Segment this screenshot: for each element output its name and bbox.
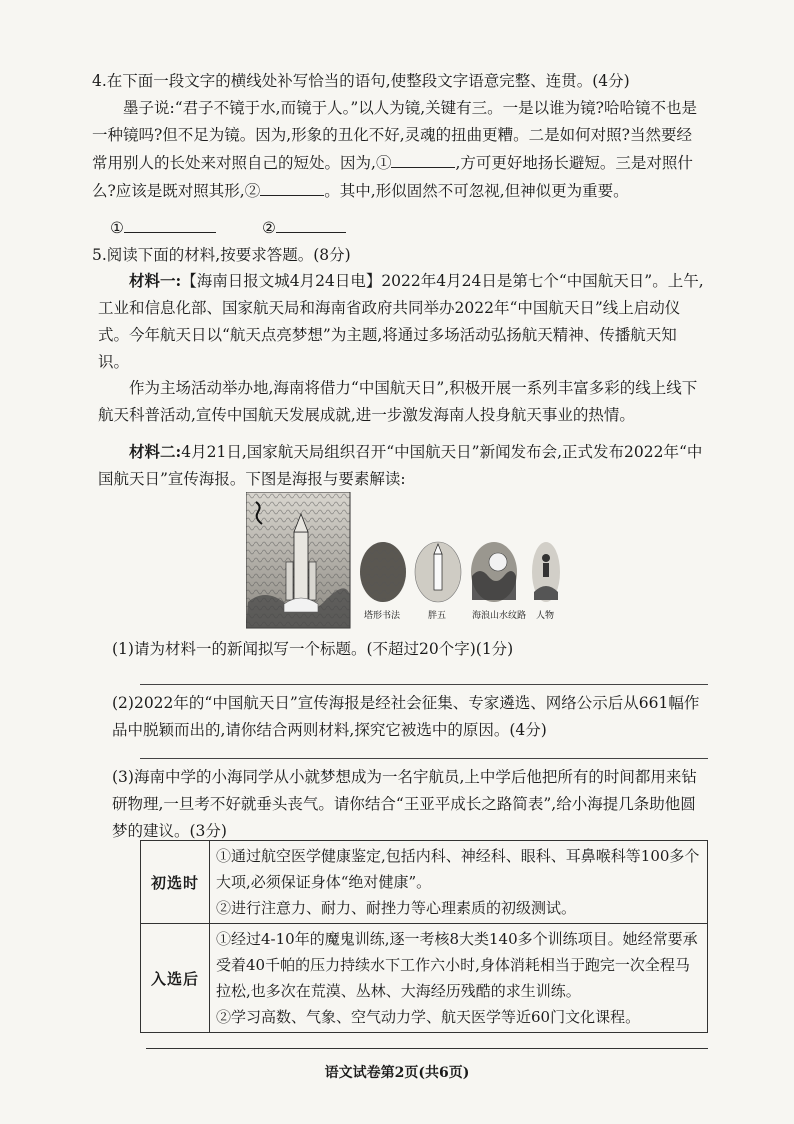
q4-answer-2-marker: ② xyxy=(262,219,276,237)
caption-rocket: 胖五 xyxy=(428,611,447,621)
page-footer: 语文试卷第2页(共6页) xyxy=(324,1065,470,1081)
q5-material-1-p2: 作为主场活动举办地,海南将借力“中国航天日”,积极开展一系列丰富多彩的线上线下航天科普活动,宣传中国航天发展成就,进一步激发海南人投身航天事业的热情。 xyxy=(98,379,698,424)
sub-question-1: (1)请为材料一的新闻拟写一个标题。(不超过20个字)(1分) xyxy=(112,640,514,658)
material-2-text: 4月21日,国家航天局组织召开“中国航天日”新闻发布会,正式发布2022年“中国航天日”宣传海报。下图是海报与要素解读: xyxy=(98,443,703,488)
q4-answer-1[interactable] xyxy=(110,214,216,237)
row-content-preliminary xyxy=(210,841,708,924)
caption-figure: 人物 xyxy=(536,611,555,621)
material-1-label: 材料一: xyxy=(129,271,182,290)
wang-yaping-growth-table xyxy=(140,840,708,1033)
poster-figure xyxy=(246,492,562,630)
table-row xyxy=(141,924,708,1033)
q4-marker-1: ① xyxy=(375,154,392,172)
row-content-selected xyxy=(210,924,708,1033)
q4-answer-2[interactable] xyxy=(262,214,346,237)
q4-passage-c: 。其中,形似固然不可忽视,但神似更为重要。 xyxy=(324,182,629,200)
q4-blank-1 xyxy=(391,149,455,168)
q4-marker-2: ② xyxy=(244,182,261,200)
answer-line-3[interactable] xyxy=(146,1048,708,1049)
selected-item-2: ②学习高数、气象、空气动力学、航天医学等近60门文化课程。 xyxy=(216,1008,641,1026)
q5-material-1 xyxy=(98,267,706,376)
table-row xyxy=(141,841,708,924)
q4-answer-1-line xyxy=(124,214,216,233)
q4-passage-b: ,方可更好地扬长避短。三是对照什么?应该是既对照其形, xyxy=(92,154,693,200)
caption-tower-calligraphy: 塔形书法 xyxy=(364,611,401,621)
sub-question-3: (3)海南中学的小海同学从小就梦想成为一名宇航员,上中学后他把所有的时间都用来钻研物理,一旦考不好就垂头丧气。请你结合“王亚平成长之路简表”,给小海提几条助他圆梦的建议。(3分) xyxy=(112,768,697,840)
sub-question-2: (2)2022年的“中国航天日”宣传海报是经社会征集、专家遴选、网络公示后从661幅作品中脱颖而出的,请你结合两则材料,探究它被选中的原因。(4分) xyxy=(112,694,700,739)
material-2-label: 材料二: xyxy=(129,442,182,461)
q4-answer-1-marker: ① xyxy=(110,219,124,237)
q4-blank-2 xyxy=(260,177,324,196)
q4-stem: 4.在下面一段文字的横线处补写恰当的语句,使整段文字语意完整、连贯。(4分) xyxy=(92,72,630,90)
caption-wave-pattern: 海浪山水纹路 xyxy=(472,611,527,621)
selected-item-1: ①经过4-10年的魔鬼训练,逐一考核8大类140多个训练项目。她经常要承受着40千帕的压力持续水下工作六小时,身体消耗相当于跑完一次全程马拉松,也多次在荒漠、丛林、大海经历残酷的求生训练。 xyxy=(216,930,698,1000)
answer-line-2[interactable] xyxy=(140,758,708,759)
q4-answer-2-line xyxy=(276,214,346,233)
preliminary-item-2: ②进行注意力、耐力、耐挫力等心理素质的初级测试。 xyxy=(216,899,577,917)
row-head-selected: 入选后 xyxy=(141,924,210,1033)
q4-passage-a: 墨子说:“君子不镜于水,而镜于人。”以人为镜,关键有三。一是以谁为镜?哈哈镜不也是一种镜吗?但不足为镜。因为,形象的丑化不好,灵魂的扭曲更糟。二是如何对照?当然要经常用别人的长处来对照自己的短处。因为, xyxy=(92,99,697,172)
q5-stem: 5.阅读下面的材料,按要求答题。(8分) xyxy=(92,246,351,264)
q5-material-2 xyxy=(98,438,706,493)
q4-passage xyxy=(92,95,704,205)
row-head-preliminary: 初选时 xyxy=(141,841,210,924)
preliminary-item-1: ①通过航空医学健康鉴定,包括内科、神经科、眼科、耳鼻喉科等100多个大项,必须保证身体“绝对健康”。 xyxy=(216,847,700,891)
answer-line-1[interactable] xyxy=(140,684,708,685)
material-1-text: 【海南日报文城4月24日电】2022年4月24日是第七个“中国航天日”。上午,工业和信息化部、国家航天局和海南省政府共同举办2022年“中国航天日”线上启动仪式。今年航天日以“航天点亮梦想”为主题,将通过多场活动弘扬航天精神、传播航天知识。 xyxy=(98,272,704,371)
